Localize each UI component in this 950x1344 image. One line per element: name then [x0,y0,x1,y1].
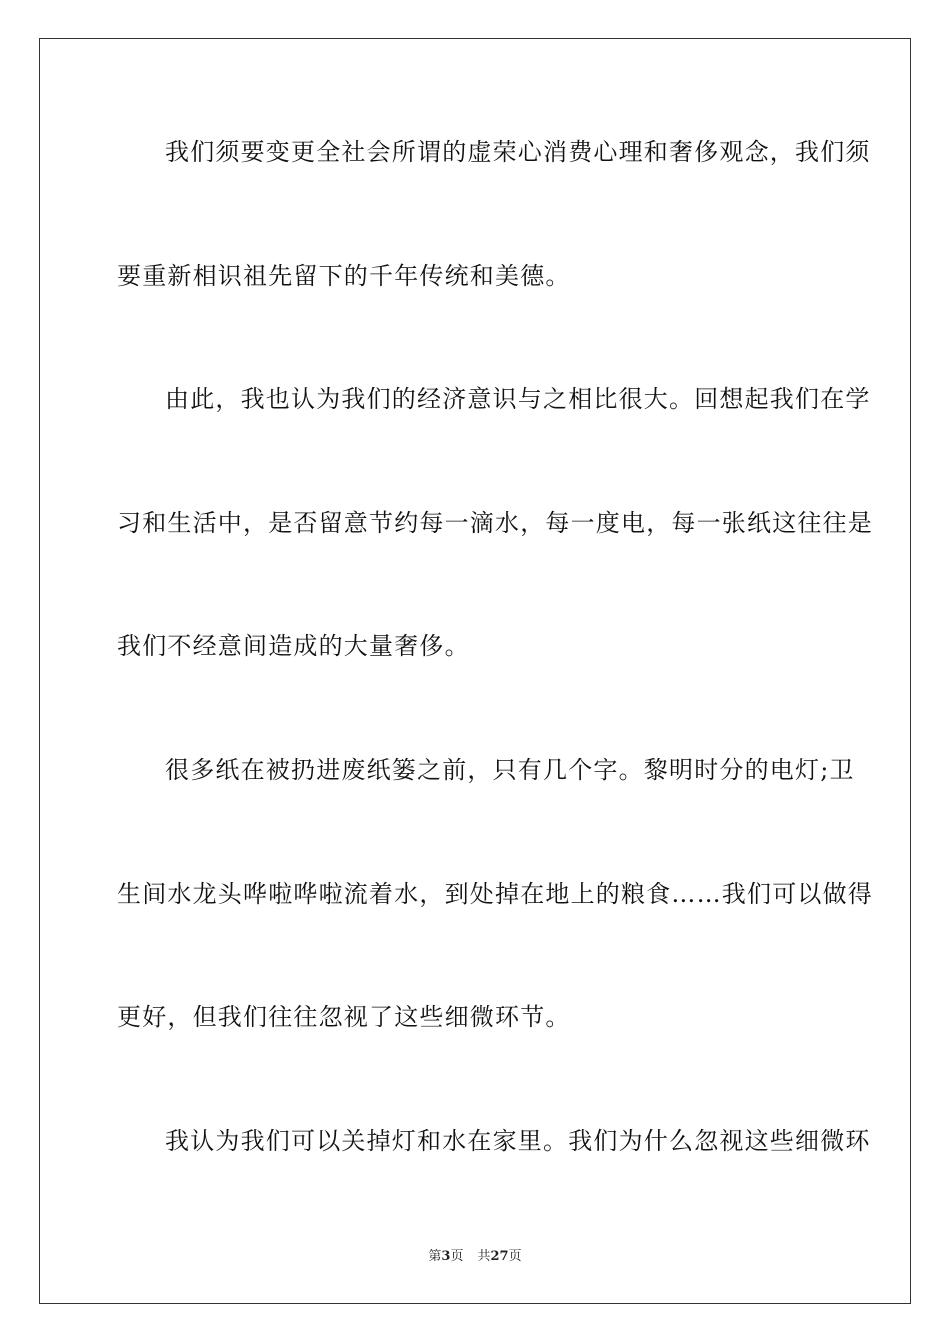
total-unit: 页 [508,1249,522,1264]
paragraph-line: 我们不经意间造成的大量奢侈。 [117,632,470,660]
paragraph-line: 习和生活中，是否留意节约每一滴水，每一度电，每一张纸这往往是 [117,509,873,537]
paragraph-line: 我们须要变更全社会所谓的虚荣心消费心理和奢侈观念，我们须 [165,138,871,166]
page-unit: 页 [450,1249,464,1264]
paragraph-line: 由此，我也认为我们的经济意识与之相比很大。回想起我们在学 [165,385,871,413]
total-prefix: 共 [477,1249,491,1264]
paragraph-line: 我认为我们可以关掉灯和水在家里。我们为什么忽视这些细微环 [165,1127,871,1155]
paragraph-line: 更好，但我们往往忽视了这些细微环节。 [117,1003,571,1031]
paragraph-line: 生间水龙头哗啦哗啦流着水，到处掉在地上的粮食……我们可以做得 [117,880,873,908]
page-footer [0,1248,950,1266]
page-frame [39,38,911,1304]
page-prefix: 第 [428,1249,442,1264]
page-current: 3 [441,1249,451,1264]
page-total: 27 [490,1249,509,1264]
paragraph-line: 很多纸在被扔进废纸篓之前，只有几个字。黎明时分的电灯;卫 [165,756,855,784]
paragraph-line: 要重新相识祖先留下的千年传统和美德。 [117,262,571,290]
